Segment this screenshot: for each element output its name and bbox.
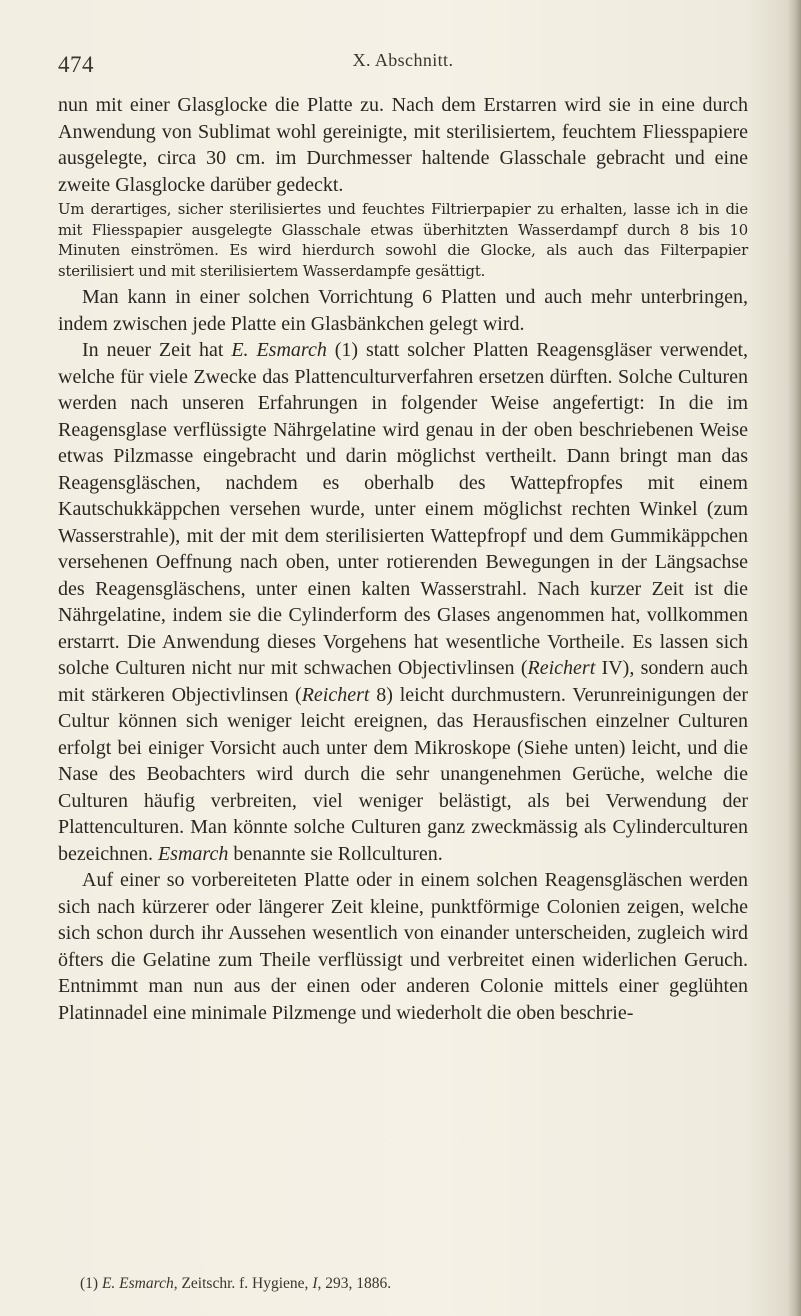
- paragraph-3: [58, 337, 748, 867]
- paragraph-3-text-b: IV), sondern auch mit stärkeren Objectivlinsen (: [58, 657, 748, 706]
- paragraph-3-text-start: In neuer Zeit hat: [82, 339, 232, 361]
- footnote-author: E. Esmarch: [101, 1275, 174, 1292]
- paragraph-1: nun mit einer Glasglocke die Platte zu. Nach dem Erstarren wird sie in eine durch Anwendung von Sublimat wohl gereinigte, mit sterilisiertem, feuchtem Fliesspapiere ausgelegte, circa 30 cm. im Durchmesser haltende Glasschale gebracht und eine zweite Glasglocke darüber gedeckt.: [58, 94, 748, 196]
- footnote-journal: , Zeitschr. f. Hygiene,: [173, 1275, 313, 1292]
- footnote-pages-year: , 293, 1886.: [317, 1275, 392, 1292]
- author-name-reichert-2: Reichert: [301, 683, 370, 706]
- footnote-volume: I: [312, 1275, 318, 1292]
- footnote-marker: (1): [80, 1275, 102, 1292]
- paragraph-3-text-c: 8) leicht durchmustern. Verunreinigungen der Cultur können sich weniger leicht ereignen, das Herausfischen einzelner Culturen erfolgt bei einiger Vorsicht auch unter dem Mikroskope (Siehe unten) leicht, und die Nase des Beobachters wird durch die sehr unangenehmen Gerüche, welche die Culturen häufig verbreiten, viel weniger belästigt, als bei Verwendung der Plattenculturen. Man könnte solche Culturen ganz zweckmässig als Cylinderculturen bezeichnen.: [58, 683, 748, 865]
- author-name-esmarch-2: Esmarch: [157, 842, 229, 865]
- page-edge-shadow: [787, 0, 801, 1316]
- paragraph-3-text-a: (1) statt solcher Platten Reagensgläser verwendet, welche für viele Zwecke das Plattenculturverfahren ersetzen dürften. Solche Culturen werden nach unseren Erfahrungen in folgender Weise angefertigt: In die im Reagensglase verflüssigte Nährgelatine wird genau in der oben beschriebenen Weise etwas Pilzmasse eingebracht und darin möglichst vertheilt. Dann bringt man das Reagensgläschen, nachdem es oberhalb des Wattepfropfes mit einem Kautschukkäppchen versehen wurde, unter einem möglichst rechten Winkel (zum Wasserstrahle), mit der mit dem sterilisierten Wattepfropf und dem Gummikäppchen versehenen Oeffnung nach oben, unter rotierenden Bewegungen in der Längsachse des Reagensgläschens, unter einen kalten Wasserstrahl. Nach kurzer Zeit ist die Nährgelatine, indem sie die Cylinderform des Glases angenommen hat, vollkommen erstarrt. Die Anwendung dieses Vorgehens hat wesentliche Vortheile. Es lassen sich solche Culturen nicht nur mit schwachen Objectivlinsen (: [58, 339, 749, 679]
- page-number: 474: [58, 52, 94, 77]
- running-head: X. Abschnitt.: [352, 50, 454, 70]
- page-header: [58, 48, 748, 88]
- small-print-note: Um derartiges, sicher sterilisiertes und feuchtes Filtrierpapier zu erhalten, lasse ich in die mit Fliesspapier ausgelegte Glasschale etwas überhitzten Wasserdampf durch 8 bis 10 Minuten einströmen. Es wird hierdurch sowohl die Glocke, als auch das Filterpapier sterilisiert und mit sterilisiertem Wasserdampfe gesättigt.: [58, 201, 748, 280]
- paragraph-4: Auf einer so vorbereiteten Platte oder in einem solchen Reagensgläschen werden sich nach kürzerer oder längerer Zeit kleine, punktförmige Colonien zeigen, welche sich schon durch ihr Aussehen wesentlich von einander unterscheiden, zugleich wird öfters die Gelatine zum Theile verflüssigt und verbreitet einen widerlichen Geruch. Entnimmt man nun aus der einen oder anderen Colonie mittels einer geglühten Platinnadel eine minimale Pilzmenge und wiederholt die oben beschrie-: [58, 869, 748, 1024]
- author-name-esmarch: E. Esmarch: [231, 339, 327, 361]
- body-text: [58, 92, 748, 1026]
- paragraph-2: Man kann in einer solchen Vorrichtung 6 Platten und auch mehr unterbringen, indem zwischen jede Platte ein Glasbänkchen gelegt wird.: [58, 286, 748, 335]
- footnote: [80, 1274, 720, 1294]
- paragraph-3-text-d: benannte sie Rollculturen.: [228, 842, 443, 865]
- author-name-reichert: Reichert: [527, 657, 596, 679]
